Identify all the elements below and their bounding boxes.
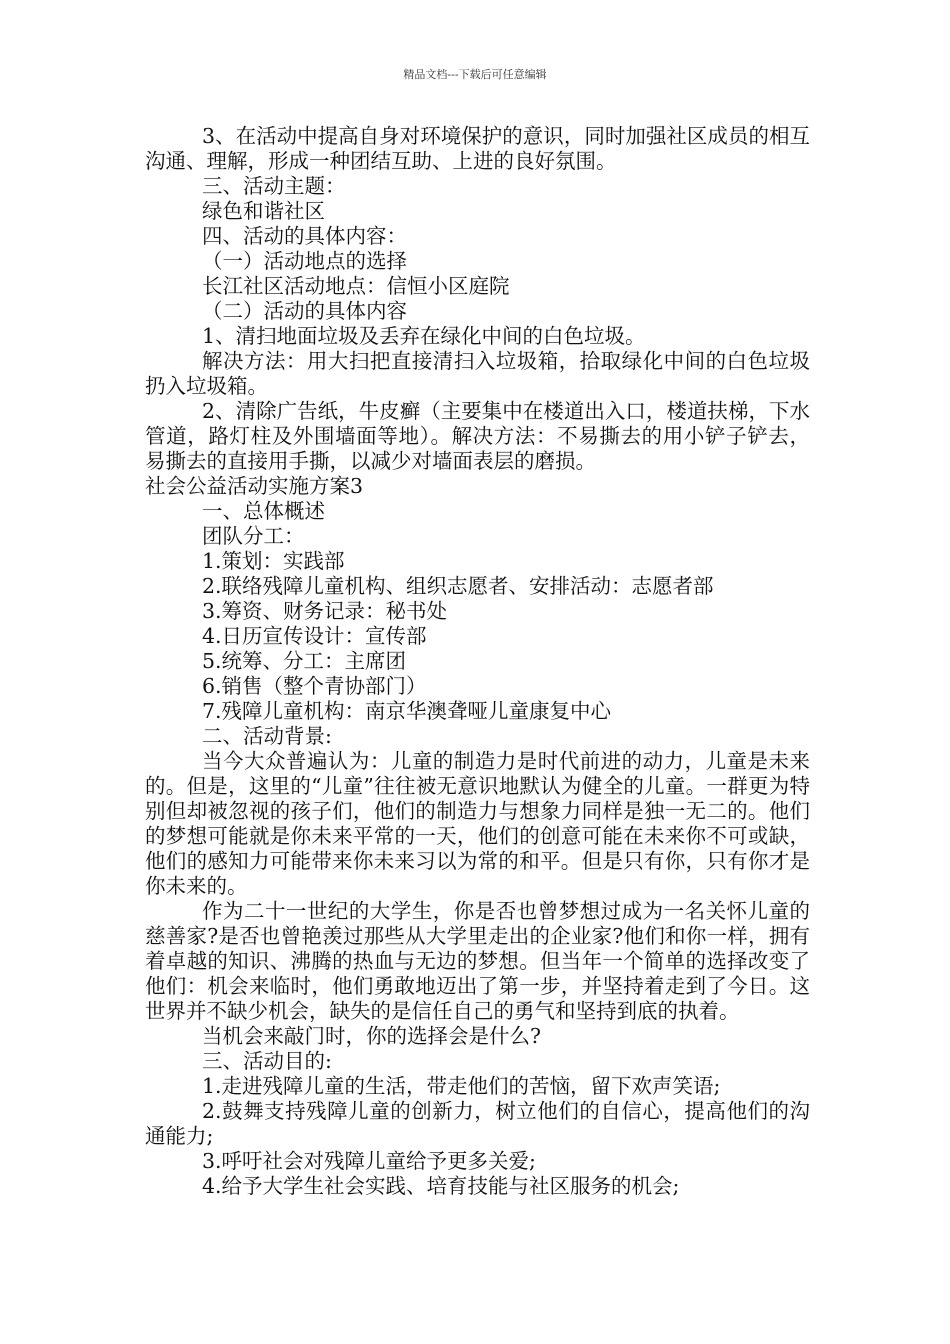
paragraph: 长江社区活动地点：信恒小区庭院 — [202, 274, 510, 298]
paragraph: 当今大众普遍认为：儿童的制造力是时代前进的动力，儿童是未来的。但是，这里的“儿童”往往被无意识地默认为健全的儿童。一群更为特别但却被忽视的孩子们，他们的制造力与想象力同样是独一无二的。他们的梦想可能就是你未来平常的一天，他们的创意可能在未来你不可或缺，他们的感知力可能带来你未来习以为常的和平。但是只有你，只有你才是你未来的。 — [145, 749, 810, 898]
paragraph: 2.鼓舞支持残障儿童的创新力，树立他们的自信心，提高他们的沟通能力; — [145, 1099, 810, 1148]
paragraph: 1、清扫地面垃圾及丢弃在绿化中间的白色垃圾。 — [202, 324, 646, 348]
paragraph: 当机会来敲门时，你的选择会是什么? — [202, 1024, 541, 1048]
paragraph: 2.联络残障儿童机构、组织志愿者、安排活动：志愿者部 — [202, 574, 714, 598]
paragraph: 三、活动目的: — [202, 1049, 332, 1073]
paragraph: 三、活动主题： — [202, 174, 346, 198]
paragraph: 3.筹资、财务记录：秘书处 — [202, 599, 448, 623]
paragraph: 解决方法：用大扫把直接清扫入垃圾箱，拾取绿化中间的白色垃圾扔入垃圾箱。 — [145, 349, 810, 398]
paragraph: 5.统筹、分工：主席团 — [202, 649, 407, 673]
paragraph: 四、活动的具体内容： — [202, 224, 407, 248]
paragraph: 二、活动背景: — [202, 724, 332, 748]
paragraph: 社会公益活动实施方案3 — [145, 474, 364, 498]
paragraph: 4.日历宣传设计：宣传部 — [202, 624, 427, 648]
paragraph: 1.策划：实践部 — [202, 549, 345, 573]
paragraph: 3、在活动中提高自身对环境保护的意识，同时加强社区成员的相互沟通、理解，形成一种团结互助、上进的良好氛围。 — [145, 124, 810, 173]
paragraph: 6.销售（整个青协部门） — [202, 674, 427, 698]
paragraph: 2、清除广告纸，牛皮癣（主要集中在楼道出入口，楼道扶梯，下水管道，路灯柱及外围墙面等地）。解决方法：不易撕去的用小铲子铲去，易撕去的直接用手撕，以减少对墙面表层的磨损。 — [145, 399, 810, 473]
paragraph: （一）活动地点的选择 — [202, 249, 407, 273]
paragraph: 绿色和谐社区 — [202, 199, 325, 223]
paragraph: 团队分工： — [202, 524, 305, 548]
page-header: 精品文档---下载后可任意编辑 — [403, 68, 547, 81]
paragraph: （二）活动的具体内容 — [202, 299, 407, 323]
paragraph: 1.走进残障儿童的生活，带走他们的苦恼，留下欢声笑语; — [202, 1074, 721, 1098]
paragraph: 3.呼吁社会对残障儿童给予更多关爱; — [202, 1149, 536, 1173]
paragraph: 作为二十一世纪的大学生，你是否也曾梦想过成为一名关怀儿童的慈善家?是否也曾艳羡过那些从大学里走出的企业家?他们和你一样，拥有着卓越的知识、沸腾的热血与无边的梦想。但当年一个简单的选择改变了他们：机会来临时，他们勇敢地迈出了第一步，并坚持着走到了今日。这世界并不缺少机会，缺失的是信任自己的勇气和坚持到底的执着。 — [145, 899, 810, 1023]
paragraph: 一、总体概述 — [202, 499, 325, 523]
paragraph: 7.残障儿童机构：南京华澳聋哑儿童康复中心 — [202, 699, 612, 723]
paragraph: 4.给予大学生社会实践、培育技能与社区服务的机会; — [202, 1174, 680, 1198]
document-body — [145, 124, 810, 1199]
